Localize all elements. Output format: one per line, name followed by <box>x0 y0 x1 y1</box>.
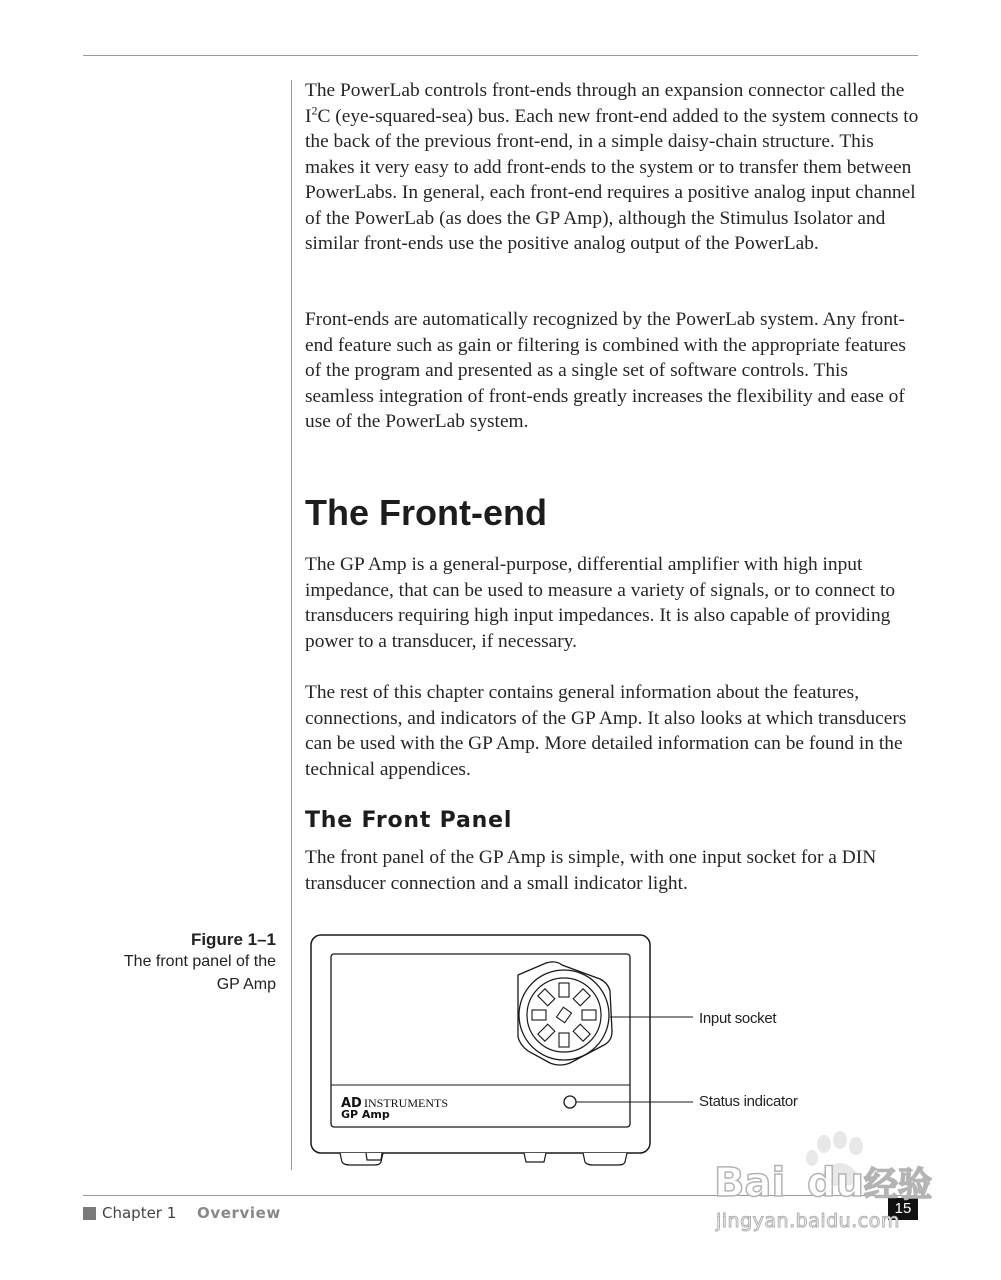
status-indicator-label: Status indicator <box>699 1093 798 1110</box>
figure-caption-line2: GP Amp <box>216 976 276 993</box>
section-heading: The Front-end <box>305 492 547 533</box>
device-feet <box>340 1153 627 1165</box>
column-divider <box>291 80 292 1170</box>
watermark-du: du <box>807 1160 865 1206</box>
front-panel-figure <box>300 925 700 1170</box>
paragraph-gp-amp-intro: The GP Amp is a general-purpose, differential amplifier with high input impedance, that can be used to measure a variety of signals, or to connect to transducers requiring high input impedances. It is also capable of providing power to a transducer, if necessary. <box>305 554 896 652</box>
input-socket-label: Input socket <box>699 1010 777 1027</box>
footer-chapter-label: Chapter 1 <box>102 1204 177 1222</box>
subsection-heading: The Front Panel <box>305 808 513 833</box>
watermark-url: jingyan.baidu.com <box>716 1210 900 1232</box>
watermark-cjk: 经验 <box>864 1165 932 1205</box>
chapter-marker-icon <box>83 1207 96 1220</box>
paragraph-auto-recognition: Front-ends are automatically recognized by the PowerLab system. Any front-end feature such as gain or filtering is combined with the appropriate features of the program and presented as a single set of software controls. This seamless integration of front-ends greatly increases the flexibility and ease of use of the PowerLab system. <box>305 309 906 432</box>
status-indicator-icon <box>564 1096 576 1108</box>
paragraph-chapter-contents: The rest of this chapter contains general information about the features, connections, and indicators of the GP Amp. It also looks at which transducers can be used with the GP Amp. More detailed information can be found in the technical appendices. <box>305 682 907 780</box>
baidu-watermark <box>712 1130 942 1210</box>
figure-number: Figure 1–1 <box>190 930 276 949</box>
brand-instruments: INSTRUMENTS <box>364 1096 449 1110</box>
figure-caption-line1: The front panel of the <box>123 953 276 970</box>
paragraph-front-panel: The front panel of the GP Amp is simple, with one input socket for a DIN transducer connection and a small indicator light. <box>305 847 877 894</box>
page-number: 15 <box>888 1198 918 1220</box>
top-rule <box>83 55 918 56</box>
brand-ad: AD <box>341 1096 362 1111</box>
model-label: GP Amp <box>341 1108 390 1121</box>
footer-chapter-title: Overview <box>197 1204 281 1222</box>
paragraph-i2c-bus: The PowerLab controls front-ends through an expansion connector called the $I^2C$ (eye-squared-sea) bus. Each new front-end added to the system connects to the back of the previous front-end, in a simple daisy-chain structure. This makes it very easy to add front-ends to the system or to transfer them between PowerLabs. In general, each front-end requires a positive analog input channel of the PowerLab (as does the GP Amp), although the Stimulus Isolator and similar front-ends use the positive analog output of the PowerLab. <box>305 80 919 254</box>
watermark-bai: Bai <box>714 1160 786 1206</box>
